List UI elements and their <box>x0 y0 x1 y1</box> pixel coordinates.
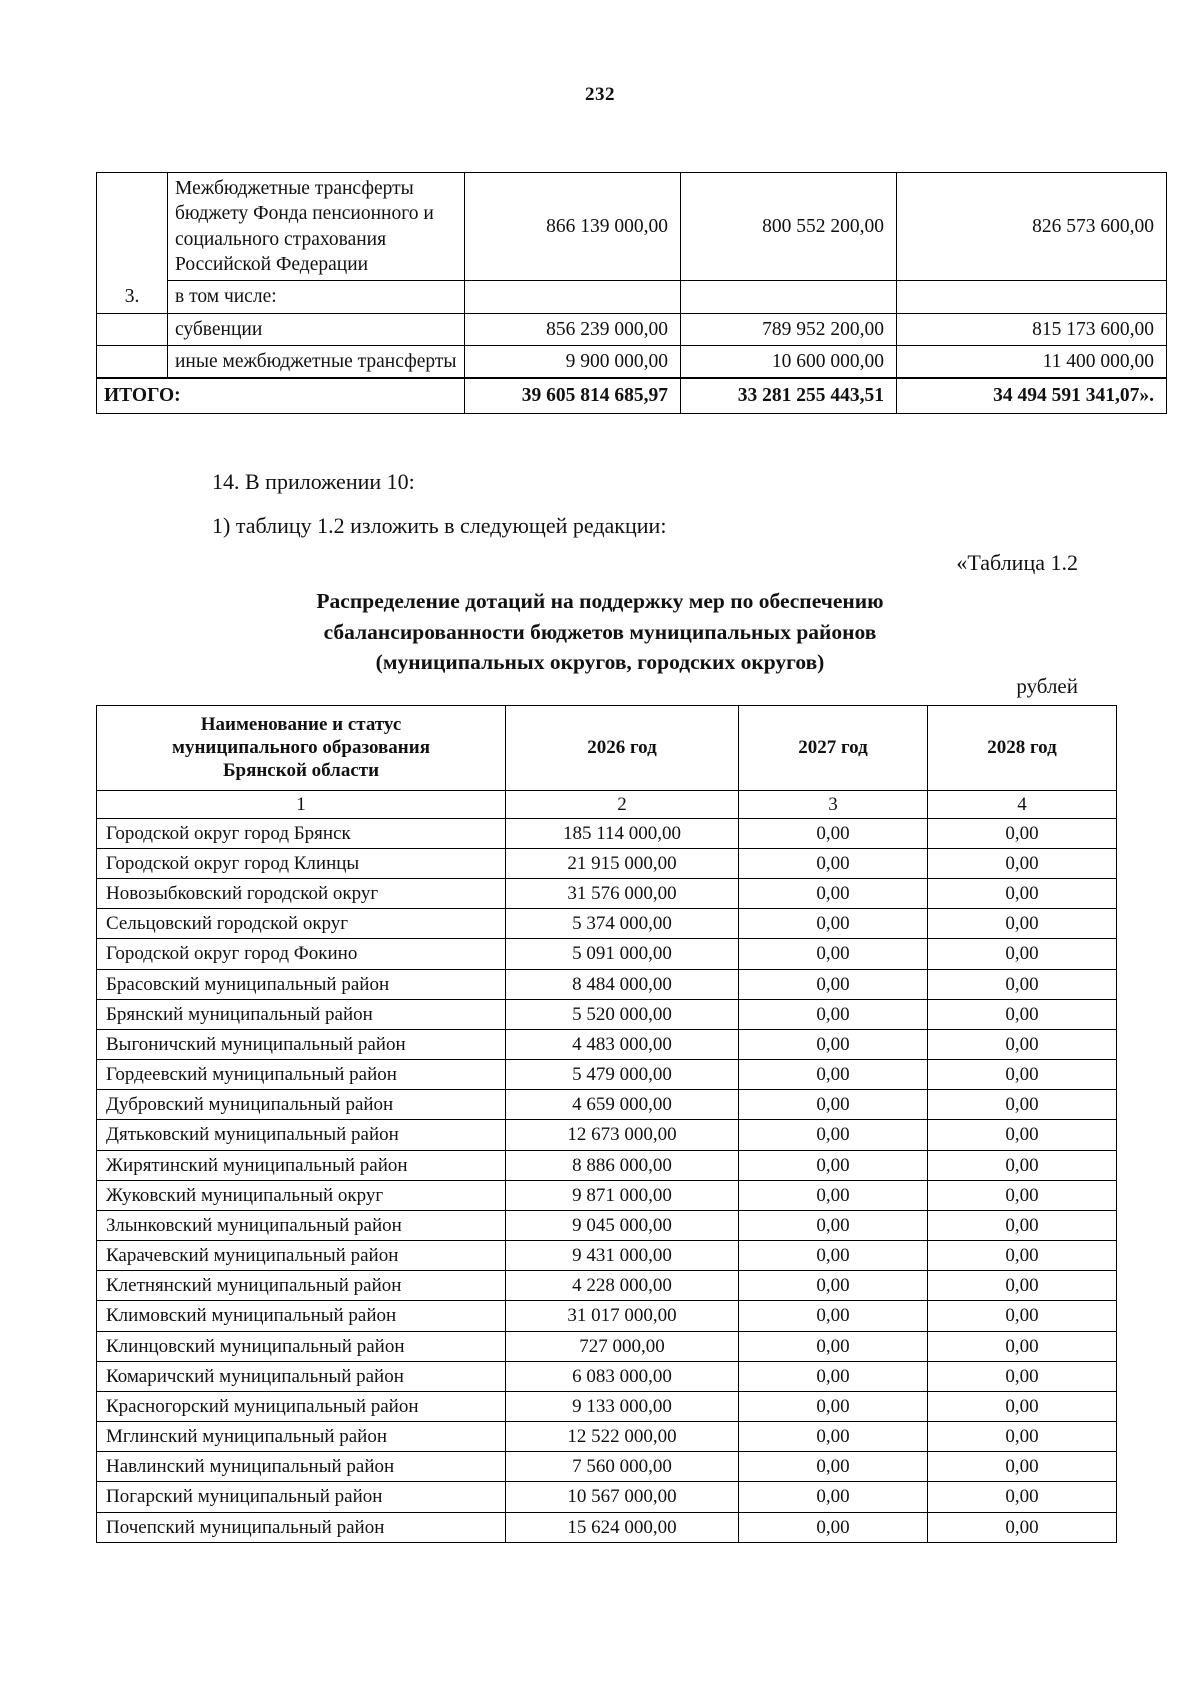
table-header <box>97 706 1117 819</box>
table-row <box>97 818 1117 848</box>
municipality-name: Навлинский муниципальный район <box>97 1452 506 1482</box>
budget-transfers-table <box>96 172 1167 414</box>
column-header-2027: 2027 год <box>739 706 928 791</box>
amount-2027: 0,00 <box>739 969 928 999</box>
column-header-name <box>97 706 506 791</box>
amount-2026: 8 484 000,00 <box>506 969 739 999</box>
amount-2028: 0,00 <box>928 999 1117 1029</box>
amount-2026: 9 871 000,00 <box>506 1180 739 1210</box>
municipality-name: Красногорский муниципальный район <box>97 1391 506 1421</box>
amount-2026: 15 624 000,00 <box>506 1512 739 1542</box>
row-value-2026: 9 900 000,00 <box>465 346 681 379</box>
total-value-2026: 39 605 814 685,97 <box>465 378 681 413</box>
municipality-name: Клинцовский муниципальный район <box>97 1331 506 1361</box>
units-label: рублей <box>1016 674 1078 698</box>
table-row <box>97 969 1117 999</box>
amount-2028: 0,00 <box>928 1150 1117 1180</box>
amount-2027: 0,00 <box>739 1422 928 1452</box>
table-row <box>97 1512 1117 1542</box>
amount-2026: 727 000,00 <box>506 1331 739 1361</box>
amount-2026: 10 567 000,00 <box>506 1482 739 1512</box>
column-header-name-line-1: Наименование и статус <box>200 714 402 735</box>
table-row <box>97 1180 1117 1210</box>
municipality-name: Почепский муниципальный район <box>97 1512 506 1542</box>
amount-2028: 0,00 <box>928 1301 1117 1331</box>
column-number-3: 3 <box>739 790 928 818</box>
municipality-name: Злынковский муниципальный район <box>97 1210 506 1240</box>
column-number-row <box>97 790 1117 818</box>
amount-2027: 0,00 <box>739 818 928 848</box>
amount-2027: 0,00 <box>739 999 928 1029</box>
row-value-2026 <box>465 281 681 313</box>
amount-2026: 5 520 000,00 <box>506 999 739 1029</box>
amount-2027: 0,00 <box>739 939 928 969</box>
municipality-name: Жуковский муниципальный округ <box>97 1180 506 1210</box>
total-value-2027: 33 281 255 443,51 <box>681 378 897 413</box>
amount-2027: 0,00 <box>739 1512 928 1542</box>
amount-2027: 0,00 <box>739 1301 928 1331</box>
table-heading-line-2: сбалансированности бюджетов муниципальных районов <box>323 619 877 644</box>
municipality-name: Городской округ город Клинцы <box>97 848 506 878</box>
amount-2026: 4 228 000,00 <box>506 1271 739 1301</box>
municipality-name: Брянский муниципальный район <box>97 999 506 1029</box>
row-value-2027: 800 552 200,00 <box>681 173 897 281</box>
table-row <box>97 879 1117 909</box>
column-header-2026: 2026 год <box>506 706 739 791</box>
amount-2027: 0,00 <box>739 1482 928 1512</box>
table-heading-line-3: (муниципальных округов, городских округов) <box>375 650 825 675</box>
table-row <box>97 848 1117 878</box>
amount-2028: 0,00 <box>928 1422 1117 1452</box>
amount-2028: 0,00 <box>928 969 1117 999</box>
amount-2028: 0,00 <box>928 1241 1117 1271</box>
total-label: ИТОГО: <box>97 378 465 413</box>
table-row <box>97 1482 1117 1512</box>
amount-2027: 0,00 <box>739 1452 928 1482</box>
amount-2028: 0,00 <box>928 1090 1117 1120</box>
budget-transfers-body <box>97 173 1167 414</box>
table-row <box>97 1331 1117 1361</box>
municipality-name: Новозыбковский городской округ <box>97 879 506 909</box>
amount-2028: 0,00 <box>928 1512 1117 1542</box>
row-value-2028 <box>897 281 1167 313</box>
paragraph-item-1: 1) таблицу 1.2 изложить в следующей редакции: <box>212 513 667 538</box>
amount-2027: 0,00 <box>739 1271 928 1301</box>
amount-2028: 0,00 <box>928 1361 1117 1391</box>
table-row <box>97 173 1167 281</box>
amount-2027: 0,00 <box>739 1361 928 1391</box>
amount-2026: 4 483 000,00 <box>506 1029 739 1059</box>
table-row <box>97 1271 1117 1301</box>
total-value-2028: 34 494 591 341,07». <box>897 378 1167 413</box>
amount-2027: 0,00 <box>739 1210 928 1240</box>
municipality-name: Дубровский муниципальный район <box>97 1090 506 1120</box>
row-value-2027: 10 600 000,00 <box>681 346 897 379</box>
municipality-name: Городской округ город Брянск <box>97 818 506 848</box>
column-number-2: 2 <box>506 790 739 818</box>
table-row <box>97 313 1167 345</box>
municipality-name: Комаричский муниципальный район <box>97 1361 506 1391</box>
table-row <box>97 939 1117 969</box>
amount-2027: 0,00 <box>739 909 928 939</box>
amount-2026: 12 522 000,00 <box>506 1422 739 1452</box>
amount-2027: 0,00 <box>739 1150 928 1180</box>
municipality-name: Клетнянский муниципальный район <box>97 1271 506 1301</box>
amount-2026: 9 431 000,00 <box>506 1241 739 1271</box>
amount-2026: 5 374 000,00 <box>506 909 739 939</box>
amount-2026: 21 915 000,00 <box>506 848 739 878</box>
row-value-2027 <box>681 281 897 313</box>
amount-2028: 0,00 <box>928 1120 1117 1150</box>
amount-2026: 7 560 000,00 <box>506 1452 739 1482</box>
municipality-name: Климовский муниципальный район <box>97 1301 506 1331</box>
amount-2027: 0,00 <box>739 1331 928 1361</box>
amount-2027: 0,00 <box>739 1120 928 1150</box>
table-row <box>97 281 1167 313</box>
table-row <box>97 1150 1117 1180</box>
amount-2026: 185 114 000,00 <box>506 818 739 848</box>
amount-2026: 6 083 000,00 <box>506 1361 739 1391</box>
municipality-name: Сельцовский городской округ <box>97 909 506 939</box>
amount-2026: 5 091 000,00 <box>506 939 739 969</box>
amount-2028: 0,00 <box>928 1180 1117 1210</box>
row-value-2028: 11 400 000,00 <box>897 346 1167 379</box>
row-value-2026: 866 139 000,00 <box>465 173 681 281</box>
municipality-name: Погарский муниципальный район <box>97 1482 506 1512</box>
row-label: в том числе: <box>168 281 465 313</box>
municipality-name: Выгоничский муниципальный район <box>97 1029 506 1059</box>
amount-2028: 0,00 <box>928 879 1117 909</box>
amount-2026: 4 659 000,00 <box>506 1090 739 1120</box>
amount-2026: 9 133 000,00 <box>506 1391 739 1421</box>
amount-2027: 0,00 <box>739 848 928 878</box>
amount-2026: 5 479 000,00 <box>506 1060 739 1090</box>
table-caption-label: «Таблица 1.2 <box>956 550 1078 575</box>
table-row <box>97 999 1117 1029</box>
amount-2026: 8 886 000,00 <box>506 1150 739 1180</box>
amount-2028: 0,00 <box>928 1331 1117 1361</box>
table-row <box>97 1361 1117 1391</box>
amount-2026: 12 673 000,00 <box>506 1120 739 1150</box>
amount-2027: 0,00 <box>739 1180 928 1210</box>
amount-2028: 0,00 <box>928 939 1117 969</box>
amount-2026: 31 576 000,00 <box>506 879 739 909</box>
row-value-2026: 856 239 000,00 <box>465 313 681 345</box>
row-index <box>97 313 168 345</box>
amount-2028: 0,00 <box>928 1060 1117 1090</box>
amount-2028: 0,00 <box>928 1271 1117 1301</box>
row-label: иные межбюджетные трансферты <box>168 346 465 379</box>
table-row <box>97 1422 1117 1452</box>
municipality-name: Дятьковский муниципальный район <box>97 1120 506 1150</box>
page-number: 232 <box>585 84 615 105</box>
amount-2028: 0,00 <box>928 1452 1117 1482</box>
table-row <box>97 1301 1117 1331</box>
amount-2028: 0,00 <box>928 818 1117 848</box>
column-header-name-line-3: Брянской области <box>222 760 380 782</box>
total-row <box>97 378 1167 413</box>
column-header-name-line-2: муниципального образования <box>172 737 430 759</box>
row-value-2027: 789 952 200,00 <box>681 313 897 345</box>
amount-2028: 0,00 <box>928 1029 1117 1059</box>
table-row <box>97 1241 1117 1271</box>
table-row <box>97 1060 1117 1090</box>
municipality-name: Гордеевский муниципальный район <box>97 1060 506 1090</box>
header-row <box>97 706 1117 791</box>
amount-2028: 0,00 <box>928 1482 1117 1512</box>
municipality-name: Брасовский муниципальный район <box>97 969 506 999</box>
row-label: субвенции <box>168 313 465 345</box>
table-row <box>97 1452 1117 1482</box>
column-header-2028: 2028 год <box>928 706 1117 791</box>
row-value-2028: 826 573 600,00 <box>897 173 1167 281</box>
amount-2028: 0,00 <box>928 848 1117 878</box>
municipality-name: Карачевский муниципальный район <box>97 1241 506 1271</box>
municipality-name: Жирятинский муниципальный район <box>97 1150 506 1180</box>
table-row <box>97 1029 1117 1059</box>
amount-2028: 0,00 <box>928 909 1117 939</box>
table-row <box>97 1391 1117 1421</box>
amount-2027: 0,00 <box>739 1060 928 1090</box>
table-row <box>97 1210 1117 1240</box>
column-number-1: 1 <box>97 790 506 818</box>
paragraph-item-14: 14. В приложении 10: <box>212 469 415 494</box>
table-body <box>97 818 1117 1542</box>
amount-2026: 31 017 000,00 <box>506 1301 739 1331</box>
amount-2027: 0,00 <box>739 1391 928 1421</box>
row-index: 3. <box>97 173 168 314</box>
amount-2027: 0,00 <box>739 1029 928 1059</box>
table-row <box>97 909 1117 939</box>
table-row <box>97 346 1167 379</box>
row-label: Межбюджетные трансферты бюджету Фонда пенсионного и социального страхования Российской Федерации <box>168 173 465 281</box>
row-value-2028: 815 173 600,00 <box>897 313 1167 345</box>
table-heading-line-1: Распределение дотаций на поддержку мер по обеспечению <box>316 589 884 613</box>
amount-2026: 9 045 000,00 <box>506 1210 739 1240</box>
table-row <box>97 1120 1117 1150</box>
amount-2027: 0,00 <box>739 879 928 909</box>
municipality-name: Городской округ город Фокино <box>97 939 506 969</box>
subsidy-distribution-table <box>96 705 1117 1543</box>
row-index <box>97 346 168 379</box>
table-heading <box>0 586 1200 678</box>
amount-2028: 0,00 <box>928 1210 1117 1240</box>
column-number-4: 4 <box>928 790 1117 818</box>
table-row <box>97 1090 1117 1120</box>
amount-2027: 0,00 <box>739 1241 928 1271</box>
municipality-name: Мглинский муниципальный район <box>97 1422 506 1452</box>
amount-2028: 0,00 <box>928 1391 1117 1421</box>
amount-2027: 0,00 <box>739 1090 928 1120</box>
